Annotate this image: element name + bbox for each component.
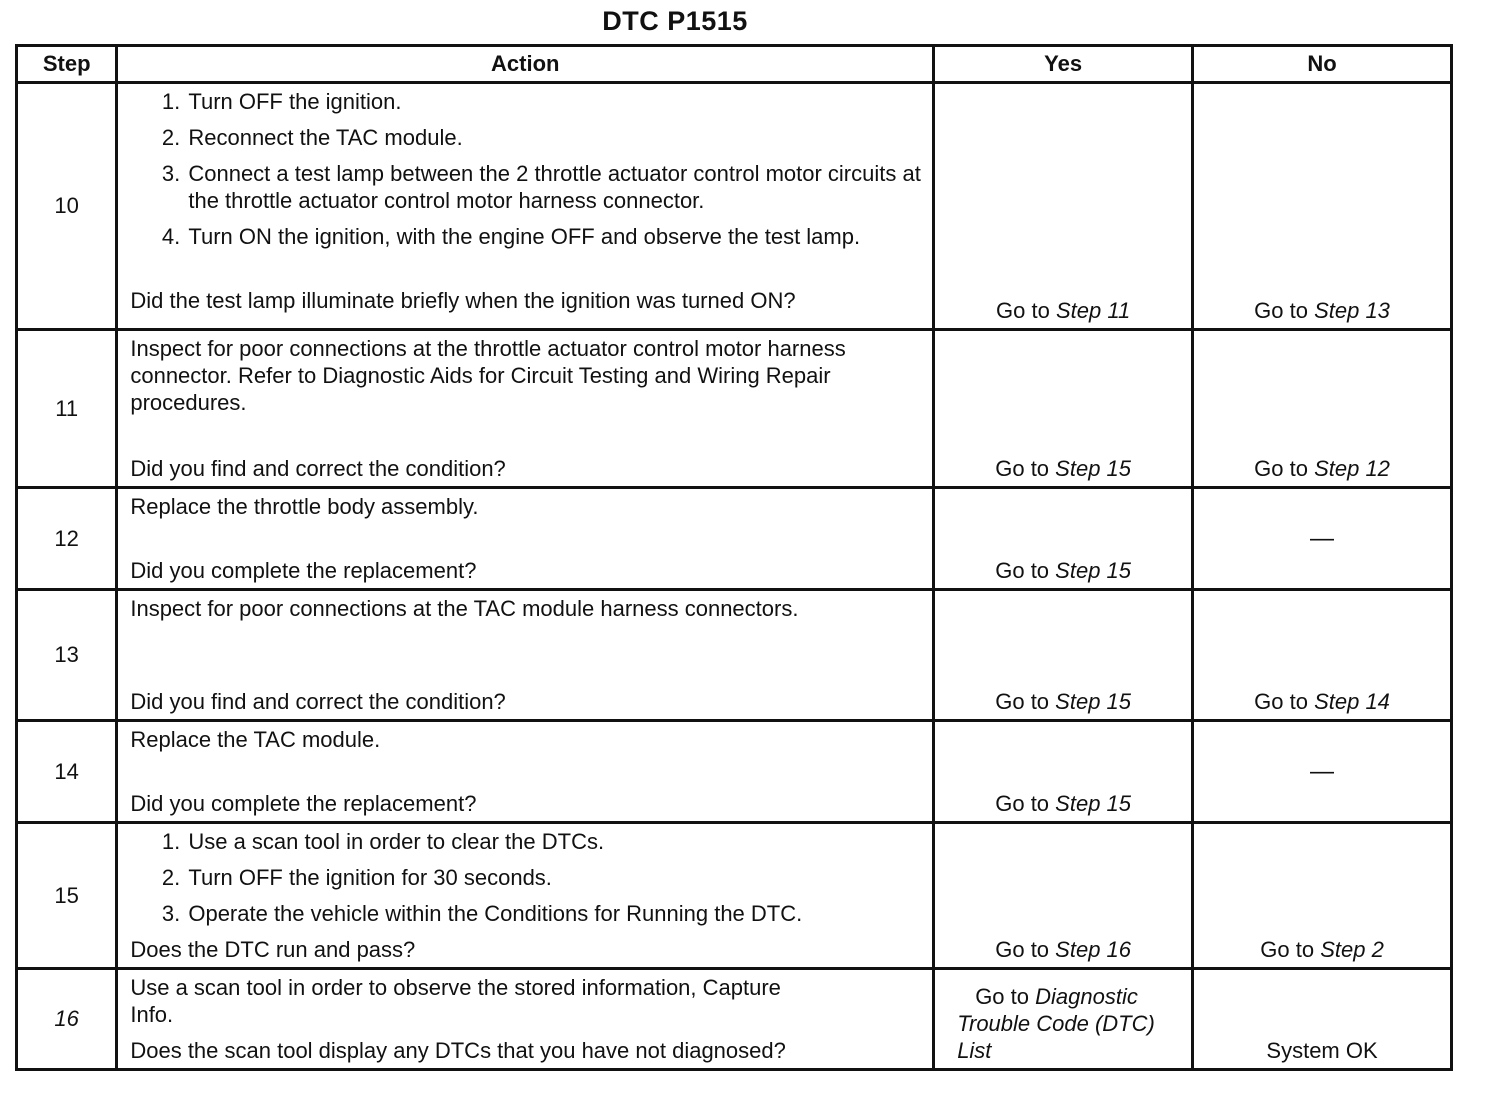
table-row <box>17 83 1452 330</box>
step-number: 10 <box>17 83 117 330</box>
yes-step-link[interactable]: Step 15 <box>1055 558 1132 583</box>
action-question: Did you complete the replacement? <box>130 558 477 583</box>
no-cell <box>1193 590 1452 721</box>
yes-cell <box>934 488 1193 590</box>
header-action: Action <box>117 46 934 83</box>
action-question: Did the test lamp illuminate briefly when the ignition was turned ON? <box>130 288 796 313</box>
action-question: Does the scan tool display any DTCs that you have not diagnosed? <box>130 1038 786 1063</box>
action-cell <box>117 83 934 330</box>
no-step-link[interactable]: Step 12 <box>1314 456 1390 481</box>
step-number: 16 <box>17 969 117 1070</box>
action-step: 3. Connect a test lamp between the 2 throttle actuator control motor circuits at the throttle actuator control motor harness connector. <box>186 160 922 214</box>
no-cell <box>1193 488 1452 590</box>
action-step: 1. Use a scan tool in order to clear the DTCs. <box>186 828 922 855</box>
step-number: 11 <box>17 330 117 488</box>
no-prefix: Go to <box>1260 937 1315 962</box>
action-question: Does the DTC run and pass? <box>130 937 416 962</box>
header-no: No <box>1193 46 1452 83</box>
no-cell <box>1193 83 1452 330</box>
yes-step-link[interactable]: Step 11 <box>1055 298 1131 323</box>
action-cell <box>117 590 934 721</box>
action-step-list <box>130 828 922 927</box>
yes-step-link[interactable]: Step 16 <box>1055 937 1132 962</box>
action-step: 4. Turn ON the ignition, with the engine OFF and observe the test lamp. <box>186 223 922 250</box>
no-result-dash: — <box>1310 525 1335 552</box>
action-step: 3. Operate the vehicle within the Conditions for Running the DTC. <box>186 900 922 927</box>
action-question: Did you complete the replacement? <box>130 791 477 816</box>
table-header-row <box>17 46 1452 83</box>
table-row <box>17 823 1452 969</box>
table-row <box>17 969 1452 1070</box>
action-text: Replace the throttle body assembly. <box>130 494 479 519</box>
table-row <box>17 721 1452 823</box>
action-step-list <box>130 88 922 250</box>
no-cell <box>1193 969 1452 1070</box>
action-cell <box>117 330 934 488</box>
no-prefix: Go to <box>1254 689 1308 714</box>
yes-prefix: Go to <box>996 298 1050 323</box>
no-step-link[interactable]: Step 2 <box>1320 937 1384 962</box>
action-cell <box>117 488 934 590</box>
action-cell <box>117 823 934 969</box>
action-text: Use a scan tool in order to observe the stored information, Capture Info. <box>130 975 781 1027</box>
no-step-link[interactable]: Step 14 <box>1314 689 1390 714</box>
table-row <box>17 330 1452 488</box>
action-text: Inspect for poor connections at the throttle actuator control motor harness connector. Refer to Diagnostic Aids for Circuit Testing and Wiring Repair procedures. <box>130 336 846 415</box>
no-cell <box>1193 330 1452 488</box>
action-question: Did you find and correct the condition? <box>130 689 506 714</box>
no-cell <box>1193 823 1452 969</box>
yes-step-link[interactable]: Step 15 <box>1055 689 1132 714</box>
table-row <box>17 488 1452 590</box>
yes-cell <box>934 969 1193 1070</box>
table-row <box>17 590 1452 721</box>
header-step: Step <box>17 46 117 83</box>
step-number: 13 <box>17 590 117 721</box>
action-step: 1. Turn OFF the ignition. <box>186 88 922 115</box>
no-prefix: Go to <box>1254 456 1308 481</box>
yes-prefix: Go to <box>995 558 1050 583</box>
step-number: 14 <box>17 721 117 823</box>
yes-prefix: Go to <box>995 456 1050 481</box>
page-title: DTC P1515 <box>602 6 748 36</box>
yes-prefix: Go to <box>995 937 1050 962</box>
action-step: 2. Reconnect the TAC module. <box>186 124 922 151</box>
header-yes: Yes <box>934 46 1193 83</box>
yes-dtc-list-link-line3[interactable]: List <box>957 1038 992 1063</box>
action-cell <box>117 721 934 823</box>
step-number: 12 <box>17 488 117 590</box>
action-text: Inspect for poor connections at the TAC module harness connectors. <box>130 596 799 621</box>
yes-cell <box>934 823 1193 969</box>
yes-dtc-list-link-line2[interactable]: Trouble Code (DTC) <box>957 1011 1155 1036</box>
yes-dtc-list-link[interactable]: Diagnostic <box>1035 984 1138 1009</box>
yes-cell <box>934 83 1193 330</box>
yes-cell <box>934 330 1193 488</box>
yes-step-link[interactable]: Step 15 <box>1055 791 1132 816</box>
action-cell <box>117 969 934 1070</box>
dtc-step-table <box>15 44 1453 1071</box>
no-result-dash: — <box>1310 758 1335 785</box>
yes-reference-block <box>957 983 1155 1064</box>
no-prefix: Go to <box>1254 298 1308 323</box>
step-number: 15 <box>17 823 117 969</box>
yes-cell <box>934 721 1193 823</box>
yes-prefix: Go to <box>995 689 1050 714</box>
action-question: Did you find and correct the condition? <box>130 456 506 481</box>
no-result-text: System OK <box>1266 1038 1378 1063</box>
action-step: 2. Turn OFF the ignition for 30 seconds. <box>186 864 922 891</box>
no-cell <box>1193 721 1452 823</box>
yes-step-link[interactable]: Step 15 <box>1055 456 1132 481</box>
yes-prefix: Go to <box>975 984 1029 1009</box>
action-text: Replace the TAC module. <box>130 727 381 752</box>
yes-cell <box>934 590 1193 721</box>
yes-prefix: Go to <box>995 791 1050 816</box>
no-step-link[interactable]: Step 13 <box>1314 298 1390 323</box>
